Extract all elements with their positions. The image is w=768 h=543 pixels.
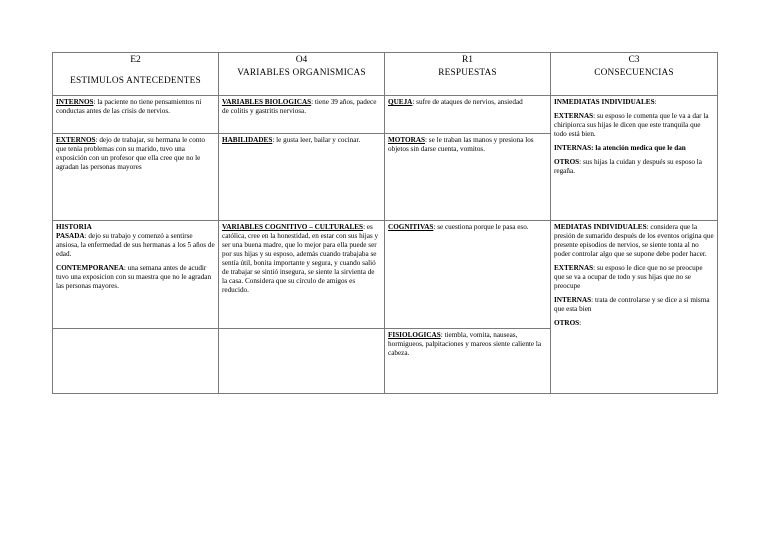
header-c3 xyxy=(551,53,718,96)
label-cognitivo-culturales: VARIABLES COGNITIVO – CULTURALES xyxy=(222,223,364,231)
header-code: E2 xyxy=(130,55,141,65)
header-title: VARIABLES ORGANISMICAS xyxy=(237,67,366,78)
label-externos: EXTERNOS xyxy=(56,136,96,144)
label-otros: OTROS xyxy=(554,158,580,166)
text-internos: : la paciente no tiene pensamientos ni conductas antes de las crisis de nervios. xyxy=(56,98,202,115)
cell-cognitivas xyxy=(385,221,551,329)
cell-internos xyxy=(53,96,219,134)
label-mediatas: MEDIATAS INDIVIDUALES xyxy=(554,223,647,231)
cell-inmediatas xyxy=(551,96,718,221)
text-internas: : trata de controlarse y se dice a si misma que esta bien xyxy=(554,296,710,313)
cell-historia xyxy=(53,221,219,329)
analysis-table xyxy=(52,52,718,394)
label-historia: HISTORIA xyxy=(56,223,92,231)
label-otros: OTROS xyxy=(554,319,580,327)
cell-biologicas xyxy=(219,96,385,134)
label-internas: INTERNAS xyxy=(554,296,592,304)
text-externos: : dejo de trabajar, su hermana le conto que tenía problemas con su marido, tuvo una exposición con un profesor que ella cree que no le agradan las personas mayores xyxy=(56,136,206,171)
header-o4 xyxy=(219,53,385,96)
label-queja: QUEJA xyxy=(388,98,413,106)
header-code: R1 xyxy=(461,55,474,65)
label-motoras: MOTORAS xyxy=(388,136,426,144)
cell-queja xyxy=(385,96,551,134)
header-row xyxy=(53,53,718,96)
text-otros: : xyxy=(579,319,582,327)
cell-habilidades xyxy=(219,134,385,221)
text-biologicas: : tiene 39 años, padece de colitis y gastritis nerviosa. xyxy=(222,98,377,115)
text-inmediatas: : xyxy=(654,98,657,106)
table-row xyxy=(53,96,718,134)
header-code: O4 xyxy=(295,55,308,65)
label-cognitivas: COGNITIVAS xyxy=(388,223,434,231)
label-contemporanea: CONTEMPORANEA xyxy=(56,264,124,272)
text-habilidades: : le gusta leer, bailar y cocinar. xyxy=(272,136,361,144)
text-externas: : su esposo le comenta que le va a dar la chiripiorca sus hijas le dicen que este tranquila que todo está bien. xyxy=(554,112,709,138)
text-contemporanea: : una semana antes de acudir tuvo una exposicion con su maestra que no le agradan las personas mayores. xyxy=(56,264,212,290)
text-pasada: : dejo su trabajo y comenzó a sentirse ansiosa, la enfermedad de sus hermanas a los 5 años de edad. xyxy=(56,232,215,258)
cell-externos xyxy=(53,134,219,221)
text-externas: : su esposo le dice que no se preocupe que se va a ocupar de todo y sus hijas que no se preocupe xyxy=(554,264,703,290)
header-title: CONSECUENCIAS xyxy=(594,67,674,78)
header-e2 xyxy=(53,53,219,96)
label-externas: EXTERNAS xyxy=(554,112,594,120)
text-motoras: : se le traban las manos y presiona los objetos sin darse cuenta, vomitos. xyxy=(388,136,534,153)
cell-empty xyxy=(53,329,219,394)
text-otros: : sus hijas la cuidan y después su esposo la regaña. xyxy=(554,158,702,175)
cell-motoras xyxy=(385,134,551,221)
label-pasada: PASADA xyxy=(56,232,85,240)
label-biologicas: VARIABLES BIOLOGICAS xyxy=(222,98,312,106)
cell-cognitivo-culturales xyxy=(219,221,385,329)
header-code: C3 xyxy=(628,55,640,65)
label-externas: EXTERNAS xyxy=(554,264,594,272)
text-internas: : la atención medica que le dan xyxy=(591,144,686,152)
label-internos: INTERNOS xyxy=(56,98,94,106)
text-mediatas: : considera que la presión de sumarido después de los eventos origina que presente episodios de nervios, se siente tonta al no poder controlar algo que se supone debe poder hacer. xyxy=(554,223,714,258)
cell-mediatas xyxy=(551,221,718,394)
label-fisiologicas: FISIOLOGICAS xyxy=(388,331,441,339)
header-title: ESTIMULOS ANTECEDENTES xyxy=(70,75,201,86)
cell-empty xyxy=(219,329,385,394)
table-row xyxy=(53,221,718,329)
text-queja: : sufre de ataques de nervios, ansiedad xyxy=(412,98,523,106)
label-habilidades: HABILIDADES xyxy=(222,136,273,144)
cell-fisiologicas xyxy=(385,329,551,394)
text-cognitivo-culturales: : es católica, cree en la honestidad, en estar con sus hijas y ser una buena madre, que lo mejor para ella puede ser por sus hijas y su esposo, además cuando trabajaba se sentía útil, bonita importante y segura, y cuando salió de trabajar se sintió insegura, se siente la sirvienta de la casa. Considera que su círculo de amigos es reducido. xyxy=(222,223,379,294)
header-title: RESPUESTAS xyxy=(438,67,497,78)
header-r1 xyxy=(385,53,551,96)
label-internas: INTERNAS xyxy=(554,144,592,152)
text-cognitivas: : se cuestiona porque le pasa eso. xyxy=(433,223,529,231)
label-inmediatas: INMEDIATAS INDIVIDUALES xyxy=(554,98,655,106)
text-fisiologicas: : tiembla, vomita, nauseas, hormigueos, palpitaciones y mareos siente caliente la cabeza. xyxy=(388,331,542,357)
